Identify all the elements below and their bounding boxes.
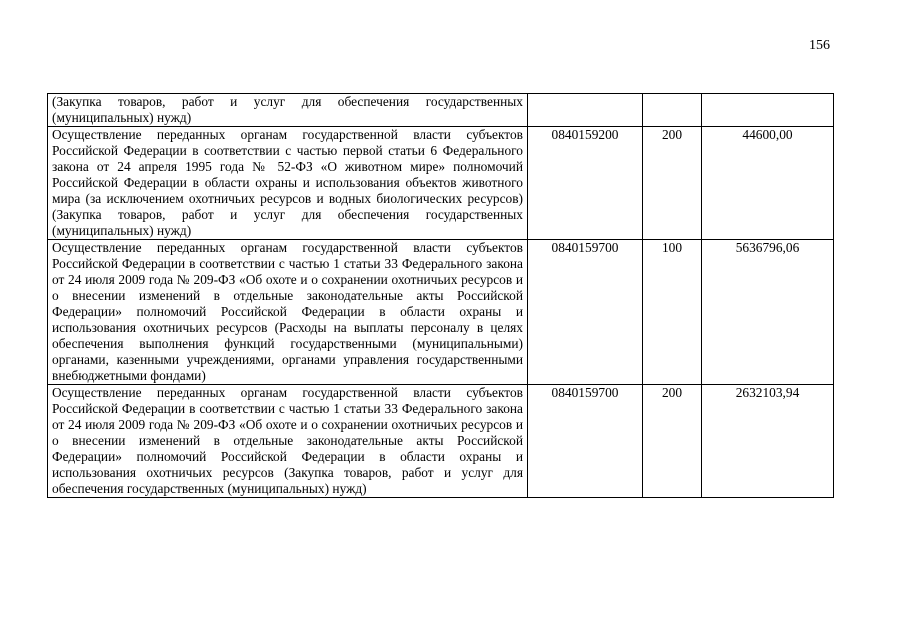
table-row: [48, 127, 834, 240]
amount-cell: 44600,00: [702, 127, 834, 240]
amount-cell: 5636796,06: [702, 240, 834, 385]
expense-type-cell: [643, 94, 702, 127]
target-code-cell: 0840159700: [528, 385, 643, 498]
target-code-cell: 0840159700: [528, 240, 643, 385]
expense-name-cell: Осуществление переданных органам государственной власти субъектов Российской Федерации в соответствии с частью 1 статьи 33 Федерального закона от 24 июля 2009 года № 209-ФЗ «Об охоте и о сохранении охотничьих ресурсов и о внесении изменений в отдельные законодательные акты Российской Федерации» полномочий Российской Федерации в области охраны и использования охотничьих ресурсов (Закупка товаров, работ и услуг для обеспечения государственных (муниципальных) нужд): [48, 385, 528, 498]
target-code-cell: [528, 94, 643, 127]
page-number: 156: [809, 38, 830, 53]
expense-type-cell: 200: [643, 385, 702, 498]
budget-table: [47, 93, 834, 498]
expense-name-cell: Осуществление переданных органам государственной власти субъектов Российской Федерации в соответствии с частью 1 статьи 33 Федерального закона от 24 июля 2009 года № 209-ФЗ «Об охоте и о сохранении охотничьих ресурсов и о внесении изменений в отдельные законодательные акты Российской Федерации» полномочий Российской Федерации в области охраны и использования охотничьих ресурсов (Расходы на выплаты персоналу в целях обеспечения выполнения функций государственными (муниципальными) органами, казенными учреждениями, органами управления государственными внебюджетными фондами): [48, 240, 528, 385]
amount-cell: 2632103,94: [702, 385, 834, 498]
table-row: [48, 94, 834, 127]
table-row: [48, 385, 834, 498]
amount-cell: [702, 94, 834, 127]
expense-name-cell: (Закупка товаров, работ и услуг для обеспечения государственных (муниципальных) нужд): [48, 94, 528, 127]
expense-type-cell: 200: [643, 127, 702, 240]
expense-type-cell: 100: [643, 240, 702, 385]
expense-name-cell: Осуществление переданных органам государственной власти субъектов Российской Федерации в соответствии с частью первой статьи 6 Федерального закона от 24 апреля 1995 года № 52-ФЗ «О животном мире» полномочий Российской Федерации в области охраны и использования объектов животного мира (за исключением охотничьих ресурсов и водных биологических ресурсов) (Закупка товаров, работ и услуг для обеспечения государственных (муниципальных) нужд): [48, 127, 528, 240]
table-row: [48, 240, 834, 385]
target-code-cell: 0840159200: [528, 127, 643, 240]
